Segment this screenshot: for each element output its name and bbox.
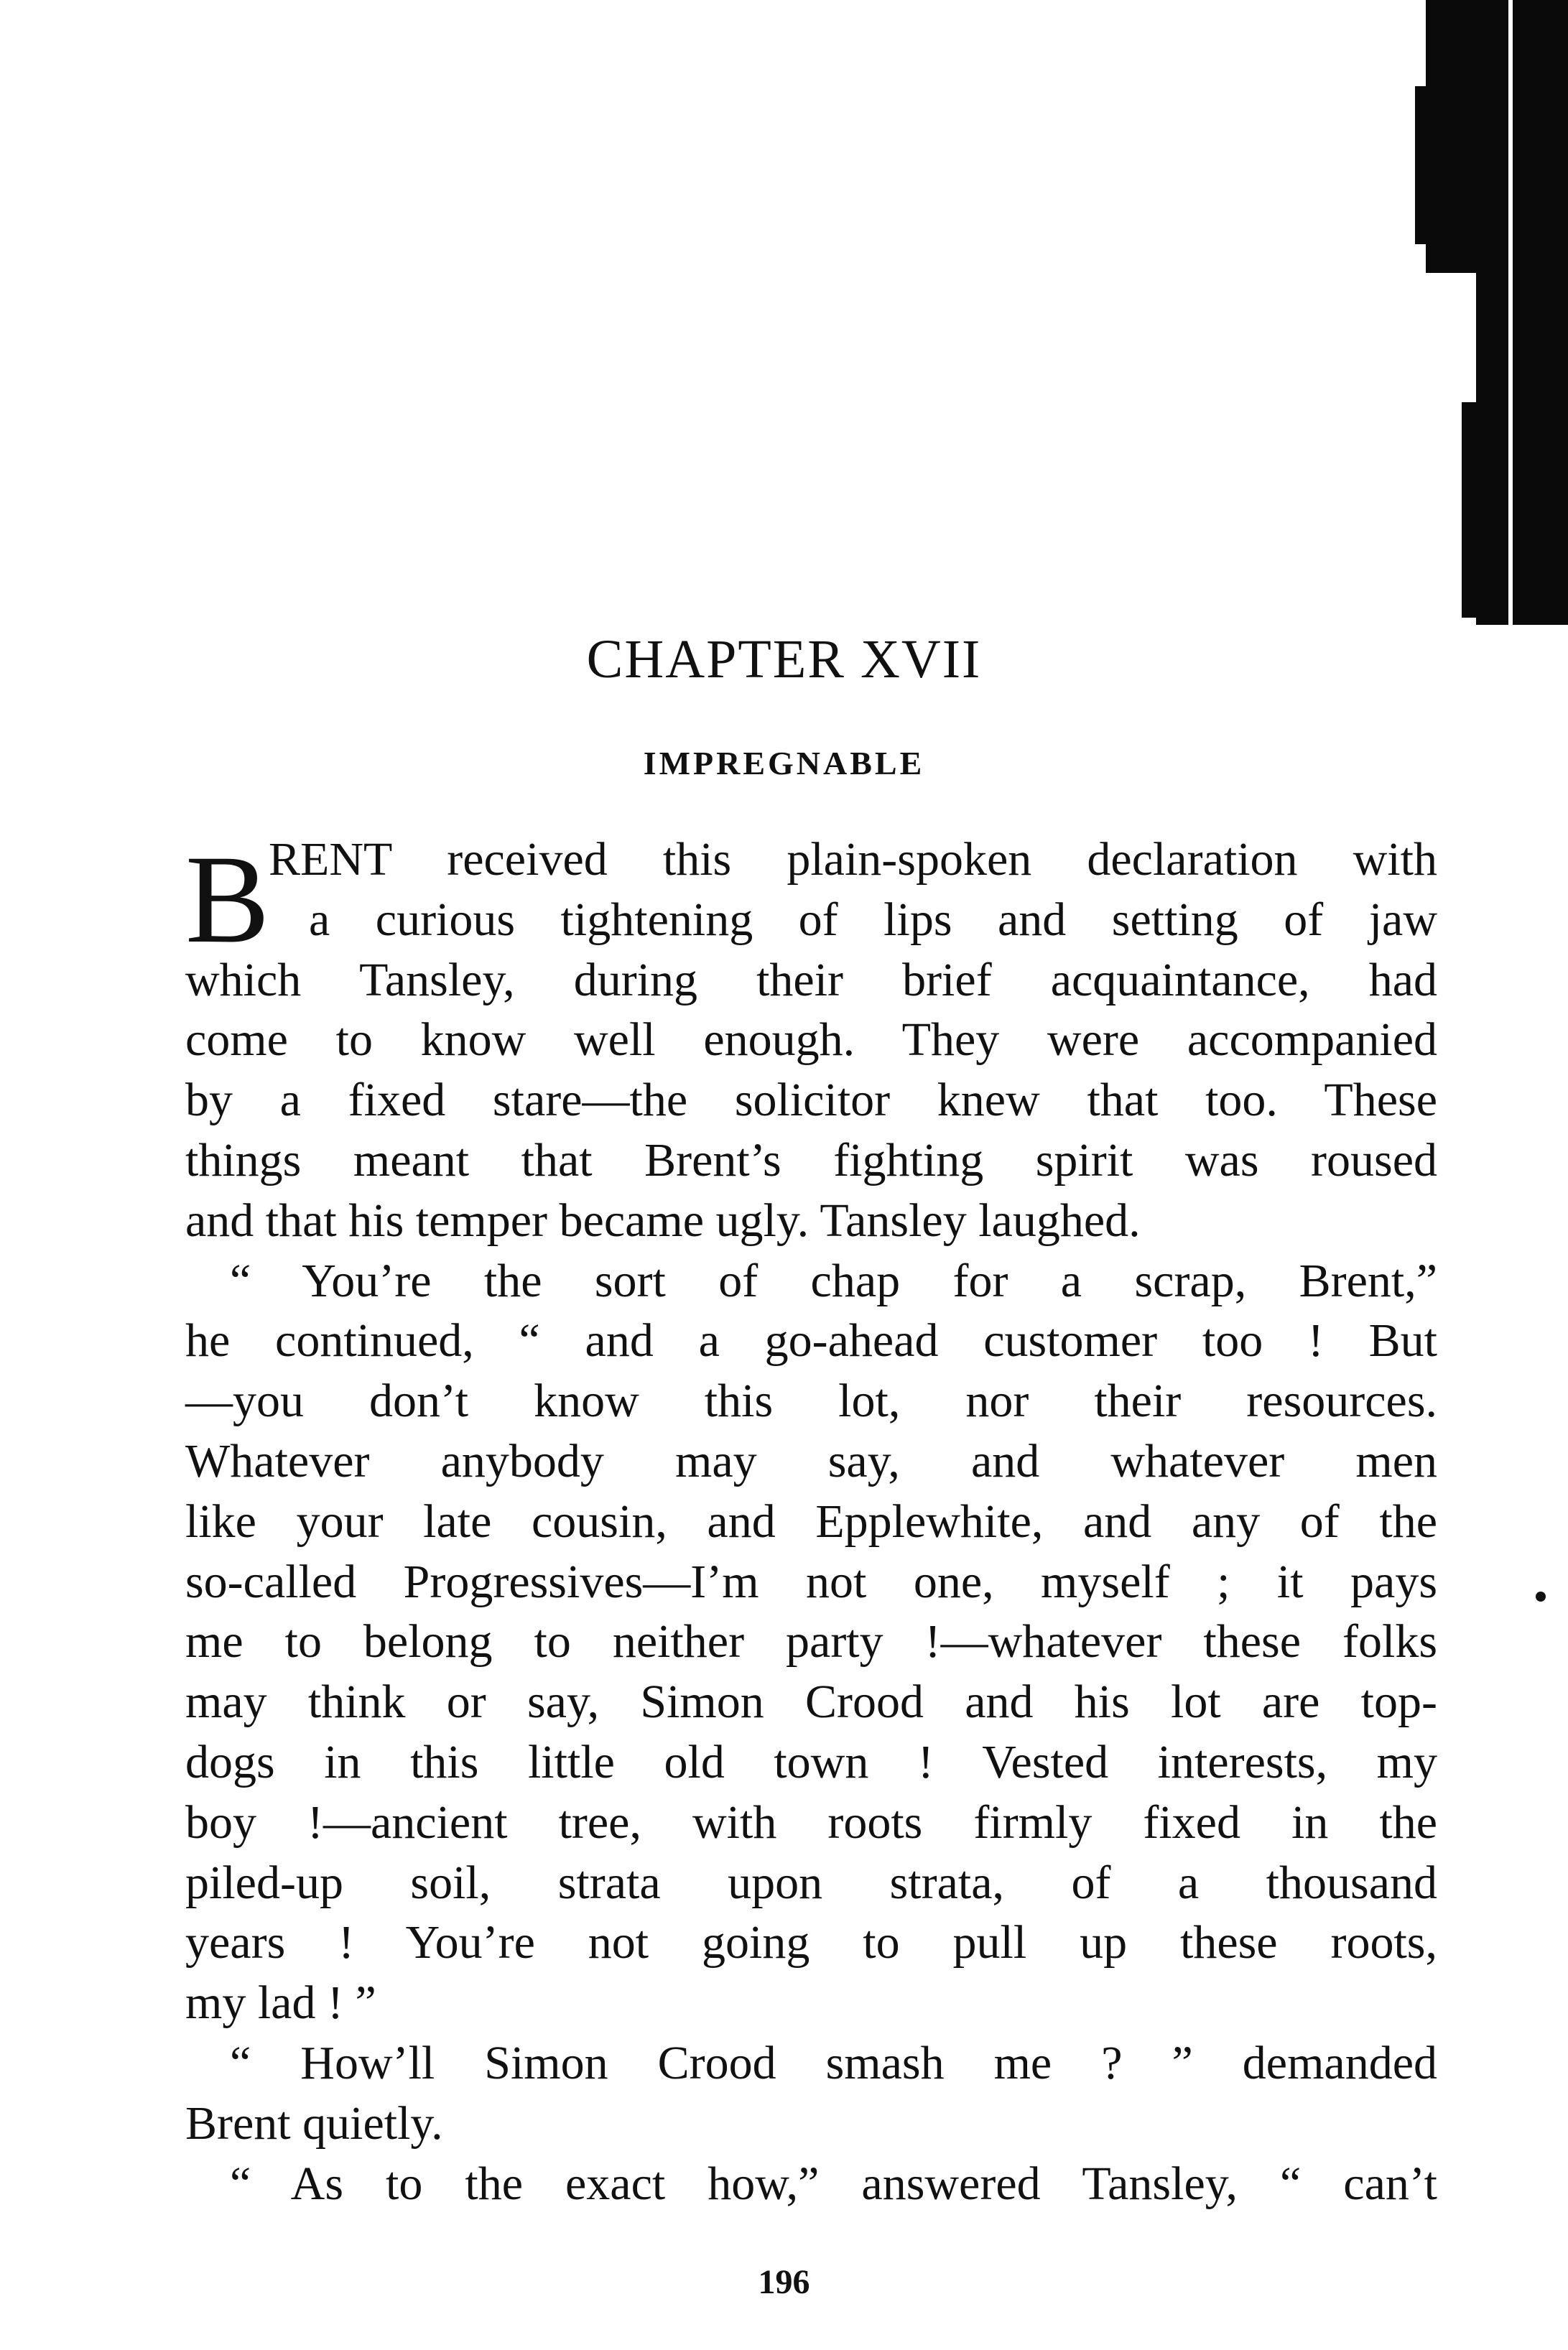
- text-line: may think or say, Simon Crood and his lot are top-: [185, 1676, 1437, 1729]
- scan-edge-shadow: [1476, 273, 1568, 625]
- chapter-title: CHAPTER XVII: [586, 629, 982, 689]
- text-line: Brent quietly.: [185, 2096, 443, 2150]
- body-text: [185, 830, 1437, 2214]
- text-line: my lad ! ”: [185, 1977, 376, 2030]
- text-line: —you don’t know this lot, nor their resources.: [185, 1375, 1437, 1428]
- text-line: which Tansley, during their brief acquaintance, had: [185, 953, 1437, 1006]
- text-line: piled-up soil, strata upon strata, of a thousand: [185, 1856, 1437, 1909]
- text-line: like your late cousin, and Epplewhite, and any of the: [185, 1495, 1437, 1548]
- text-line: RENT received this plain-spoken declaration with: [269, 833, 1437, 886]
- text-line: things meant that Brent’s fighting spirit was roused: [185, 1133, 1437, 1186]
- drop-cap: B: [185, 830, 270, 970]
- text-line: “ How’ll Simon Crood smash me ? ” demanded: [230, 2036, 1437, 2089]
- text-line: years ! You’re not going to pull up these roots,: [185, 1916, 1437, 1969]
- text-line: by a fixed stare—the solicitor knew that too. These: [185, 1074, 1437, 1127]
- scan-edge-shadow: [1426, 0, 1568, 273]
- text-line: me to belong to neither party !—whatever these folks: [185, 1615, 1437, 1668]
- scan-edge-shadow: [1462, 402, 1479, 618]
- scan-edge-gap: [1508, 0, 1513, 632]
- page-number: 196: [758, 2263, 810, 2301]
- text-line: “ You’re the sort of chap for a scrap, Brent,”: [230, 1254, 1437, 1307]
- text-line: he continued, “ and a go-ahead customer too ! But: [185, 1314, 1437, 1367]
- scan-edge-shadow: [1415, 86, 1437, 244]
- chapter-subtitle: IMPREGNABLE: [643, 745, 925, 781]
- scan-speck: [1536, 1592, 1546, 1602]
- text-line: come to know well enough. They were accompanied: [185, 1013, 1437, 1067]
- text-line: boy !—ancient tree, with roots firmly fixed in the: [185, 1796, 1437, 1849]
- text-line: and that his temper became ugly. Tansley laughed.: [185, 1194, 1141, 1247]
- text-line: dogs in this little old town ! Vested interests, my: [185, 1735, 1437, 1788]
- text-line: a curious tightening of lips and setting of jaw: [309, 893, 1437, 946]
- text-line: Whatever anybody may say, and whatever men: [185, 1434, 1437, 1487]
- text-line: “ As to the exact how,” answered Tansley, “ can’t: [230, 2157, 1437, 2210]
- text-line: so-called Progressives—I’m not one, myself ; it pays: [185, 1555, 1437, 1608]
